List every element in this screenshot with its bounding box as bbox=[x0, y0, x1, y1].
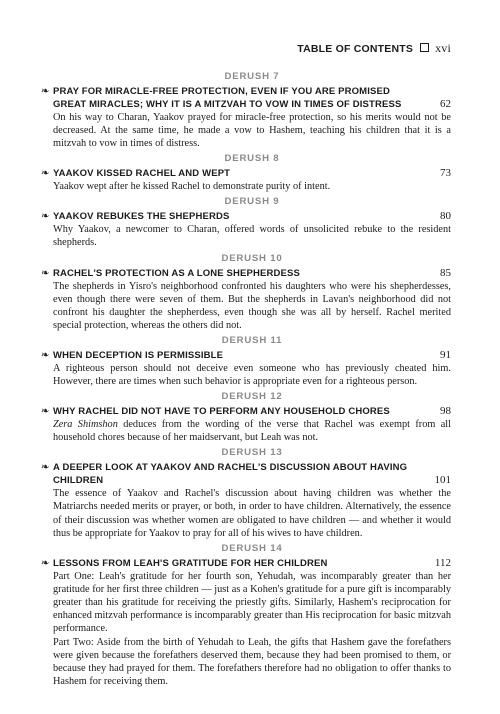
derush-heading: DERUSH 8 bbox=[224, 153, 280, 165]
toc-entry-title: PRAY FOR MIRACLE-FREE PROTECTION, EVEN IF YOU ARE PROMISED GREAT MIRACLES; WHY IT IS A MITZVAH TO VOW IN TIMES OF DISTRESS bbox=[53, 86, 402, 110]
toc-page-number: 112 bbox=[434, 556, 451, 569]
toc-entry-description: The essence of Yaakov and Rachel's discussion about having children was whether the Matriarchs needed merits or prayer, or both, in order to have children. Alternatively, the essence of their discussion was whether women are obligated to have children — and whether it would thus be appropriate for Yaakov to pray for all of his wives to have children. bbox=[53, 488, 451, 539]
derush-heading: DERUSH 14 bbox=[221, 542, 283, 554]
square-ornament-icon bbox=[420, 43, 429, 52]
toc-entry-heading[interactable] bbox=[41, 210, 451, 223]
toc-entry-description: A righteous person should not deceive even someone who has previously cheated him. However, there are times when such behavior is appropriate even for a righteous person. bbox=[53, 362, 451, 388]
toc-entry-heading[interactable] bbox=[41, 461, 451, 487]
toc-entry-description bbox=[53, 418, 451, 444]
derush-heading: DERUSH 13 bbox=[221, 447, 283, 459]
toc-entry-title: YAAKOV KISSED RACHEL AND WEPT bbox=[53, 168, 231, 180]
fleuron-icon: ❧ bbox=[41, 211, 50, 223]
toc-page-number: 85 bbox=[440, 266, 451, 279]
fleuron-icon: ❧ bbox=[41, 86, 50, 97]
toc-page-number: 98 bbox=[440, 405, 451, 418]
fleuron-icon: ❧ bbox=[41, 168, 50, 180]
fleuron-icon: ❧ bbox=[41, 349, 50, 361]
toc-entry-description: Yaakov wept after he kissed Rachel to demonstrate purity of intent. bbox=[53, 181, 331, 193]
derush-heading: DERUSH 9 bbox=[224, 196, 280, 208]
derush-heading: DERUSH 12 bbox=[221, 391, 283, 403]
toc-entry-heading[interactable] bbox=[41, 85, 451, 111]
toc-entry-title: WHEN DECEPTION IS PERMISSIBLE bbox=[53, 349, 224, 361]
fleuron-icon: ❧ bbox=[41, 406, 50, 418]
derush-heading: DERUSH 11 bbox=[221, 334, 283, 346]
toc-entry-heading[interactable] bbox=[41, 167, 451, 180]
toc-entry-description: On his way to Charan, Yaakov prayed for miracle-free protection, so his merits would not be decreased. At the same time, he made a vow to Hashem, teaching his children that it is a mitzvah to vow in times of distress. bbox=[53, 112, 451, 150]
fleuron-icon: ❧ bbox=[41, 557, 50, 569]
derush-heading: DERUSH 10 bbox=[221, 252, 283, 264]
toc-entry-heading[interactable] bbox=[41, 348, 451, 362]
toc-entry-description: Why Yaakov, a newcomer to Charan, offered words of unsolicited rebuke to the resident shepherds. bbox=[53, 224, 451, 249]
toc-entry-title: RACHEL'S PROTECTION AS A LONE SHEPHERDESS bbox=[53, 267, 300, 279]
running-head-page-number: xvi bbox=[435, 41, 451, 55]
toc-entry-description-text: deduces from the wording of the verse that Rachel was exempt from all household chores because of her maidservant, but Leah was not. bbox=[53, 419, 451, 444]
toc-entry-description: Part Two: Aside from the birth of Yehudah to Leah, the gifts that Hashem gave the forefathers were given because the forefathers deserved them, because they had been promised to them, or because they had prayed for them. The forefathers therefore had no obligation to offer thanks to Hashem for receiving them. bbox=[53, 637, 451, 688]
toc-entry-description: The shepherds in Yisro's neighborhood confronted his daughters who were his shepherdesses, even though there were seven of them. But the shepherds in Lavan's neighborhood did not confront his daughter the shepherdess, even though she was all by herself. Rachel merited special protection, whereas the others did not. bbox=[53, 280, 451, 331]
running-head bbox=[297, 41, 451, 56]
toc-entry-title: WHY RACHEL DID NOT HAVE TO PERFORM ANY HOUSEHOLD CHORES bbox=[53, 406, 390, 418]
toc-page-number: 62 bbox=[440, 98, 451, 110]
toc-page-number: 73 bbox=[440, 167, 451, 180]
toc-page-number: 91 bbox=[440, 348, 451, 361]
toc-page-number: 80 bbox=[440, 210, 451, 223]
derush-heading: DERUSH 7 bbox=[224, 71, 280, 82]
toc-entry-title: A DEEPER LOOK AT YAAKOV AND RACHEL'S DISCUSSION ABOUT HAVING CHILDREN bbox=[53, 462, 408, 487]
fleuron-icon: ❧ bbox=[41, 267, 50, 279]
toc-entry-title: YAAKOV REBUKES THE SHEPHERDS bbox=[53, 211, 230, 223]
toc-list bbox=[41, 68, 451, 690]
running-head-label: TABLE OF CONTENTS bbox=[297, 43, 414, 55]
toc-entry-title: LESSONS FROM LEAH'S GRATITUDE FOR HER CHILDREN bbox=[53, 557, 328, 569]
book-title: Zera Shimshon bbox=[53, 419, 118, 431]
toc-entry-heading[interactable] bbox=[41, 556, 451, 570]
toc-page-number: 101 bbox=[434, 474, 451, 487]
fleuron-icon: ❧ bbox=[41, 462, 50, 474]
toc-entry-heading[interactable] bbox=[41, 266, 451, 280]
toc-entry-description: Part One: Leah's gratitude for her fourth son, Yehudah, was incomparably greater than her gratitude for her first three children — just as a Kohen's gratitude for a pure gift is incomparably greater than his gratitude for receiving the priestly gifts. Similarly, Hashem's reciprocation for enhanced mitzvah performance is incomparably greater than His reciprocation for basic mitzvah performance. bbox=[53, 570, 451, 635]
toc-entry-heading[interactable] bbox=[41, 405, 451, 418]
